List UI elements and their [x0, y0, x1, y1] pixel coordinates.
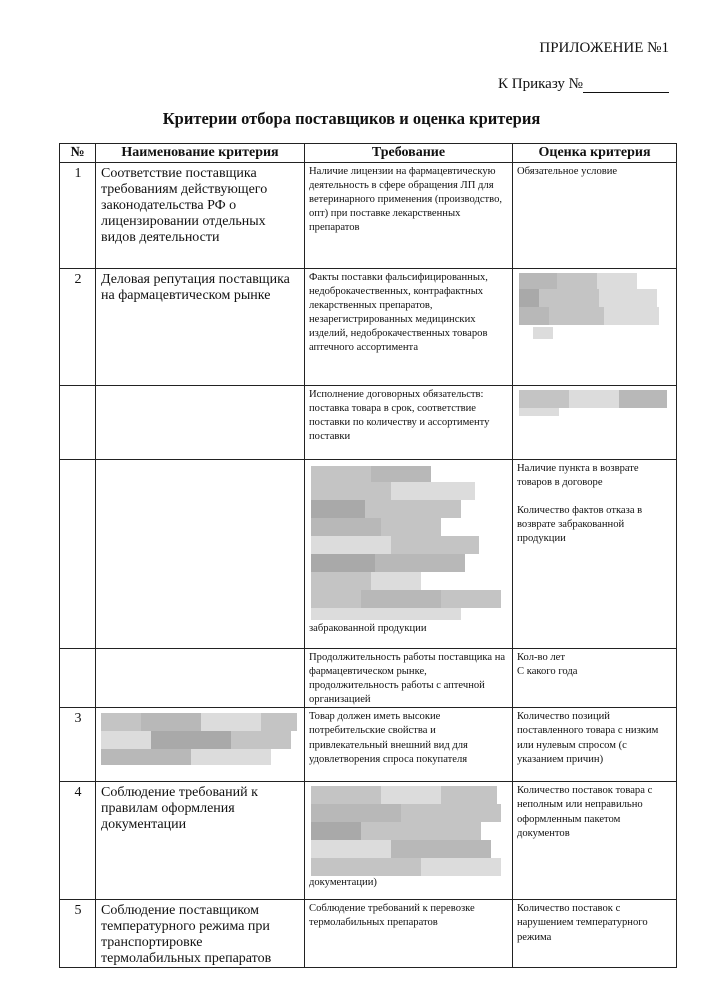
order-number-blank — [583, 78, 669, 93]
criterion-name: Деловая репутация поставщика на фармацевтическом рынке — [96, 269, 305, 386]
order-prefix: К Приказу № — [497, 76, 583, 92]
table-header-row — [60, 144, 677, 163]
criteria-table — [59, 143, 677, 968]
criterion-redacted — [96, 708, 305, 782]
requirement-text: Наличие лицензии на фармацевтическую деятельность в сфере обращения ЛП для ветеринарного применения (производство, опт) при поставке лекарственных препаратов — [305, 163, 513, 269]
order-reference — [498, 76, 669, 93]
column-header-number: № — [60, 144, 96, 163]
redacted-block — [309, 784, 509, 882]
redacted-block — [309, 462, 509, 630]
evaluation-redacted — [513, 269, 677, 386]
appendix-label: ПРИЛОЖЕНИЕ №1 — [539, 40, 669, 56]
table-row — [60, 708, 677, 782]
criterion-name — [96, 386, 305, 460]
criterion-name: Соблюдение требований к правилам оформления документации — [96, 782, 305, 900]
criterion-name: Соблюдение поставщиком температурного режима при транспортировке термолабильных препаратов — [96, 900, 305, 968]
row-number: 3 — [60, 708, 96, 782]
criterion-name: Соответствие поставщика требованиям действующего законодательства РФ о лицензировании отдельных видов деятельности — [96, 163, 305, 269]
redacted-block — [517, 388, 673, 418]
requirement-text: Факты поставки фальсифицированных, недоброкачественных, контрафактных лекарственных препаратов, незарегистрированных медицинских изделий, недоброкачественных товаров аптечного ассортимента — [305, 269, 513, 386]
requirement-text: Соблюдение требований к перевозке термолабильных препаратов — [305, 900, 513, 968]
requirement-text: забракованной продукции — [309, 623, 427, 634]
evaluation-text: Количество позиций поставленного товара с низким или нулевым спросом (с указанием причин) — [513, 708, 677, 782]
redacted-block — [517, 271, 673, 347]
requirement-redacted — [305, 460, 513, 649]
requirement-text: документации) — [309, 877, 377, 889]
page-title: Критерии отбора поставщиков и оценка критерия — [162, 109, 541, 128]
table-row — [60, 900, 677, 968]
evaluation-redacted — [513, 386, 677, 460]
requirement-text: Продолжительность работы поставщика на фармацевтическом рынке, продолжительность работы с аптечной организацией — [305, 649, 513, 708]
table-row — [60, 163, 677, 269]
table-row — [60, 460, 677, 649]
evaluation-text: Обязательное условие — [513, 163, 677, 269]
row-number — [60, 649, 96, 708]
row-number: 2 — [60, 269, 96, 386]
requirement-text: Исполнение договорных обязательств: поставка товара в срок, соответствие поставки по количеству и ассортименту поставки — [305, 386, 513, 460]
evaluation-text: Наличие пункта в возврате товаров в договоре Количество фактов отказа в возврате забракованной продукции — [513, 460, 677, 649]
requirement-redacted — [305, 782, 513, 900]
row-number: 5 — [60, 900, 96, 968]
evaluation-text: Количество поставок товара с неполным или неправильно оформленным пакетом документов — [513, 782, 677, 900]
requirement-text: Товар должен иметь высокие потребительские свойства и привлекательный внешний вид для удовлетворения спроса покупателя — [305, 708, 513, 782]
row-number — [60, 460, 96, 649]
column-header-evaluation: Оценка критерия — [513, 144, 677, 163]
table-row — [60, 269, 677, 386]
table-row — [60, 386, 677, 460]
table-row — [60, 782, 677, 900]
row-number: 4 — [60, 782, 96, 900]
evaluation-text: Количество поставок с нарушением температурного режима — [513, 900, 677, 968]
redacted-block — [101, 711, 301, 767]
row-number — [60, 386, 96, 460]
evaluation-text: Кол-во лет С какого года — [513, 649, 677, 708]
row-number: 1 — [60, 163, 96, 269]
table-row — [60, 649, 677, 708]
column-header-criterion: Наименование критерия — [96, 144, 305, 163]
criterion-name — [96, 649, 305, 708]
criterion-name — [96, 460, 305, 649]
column-header-requirement: Требование — [305, 144, 513, 163]
